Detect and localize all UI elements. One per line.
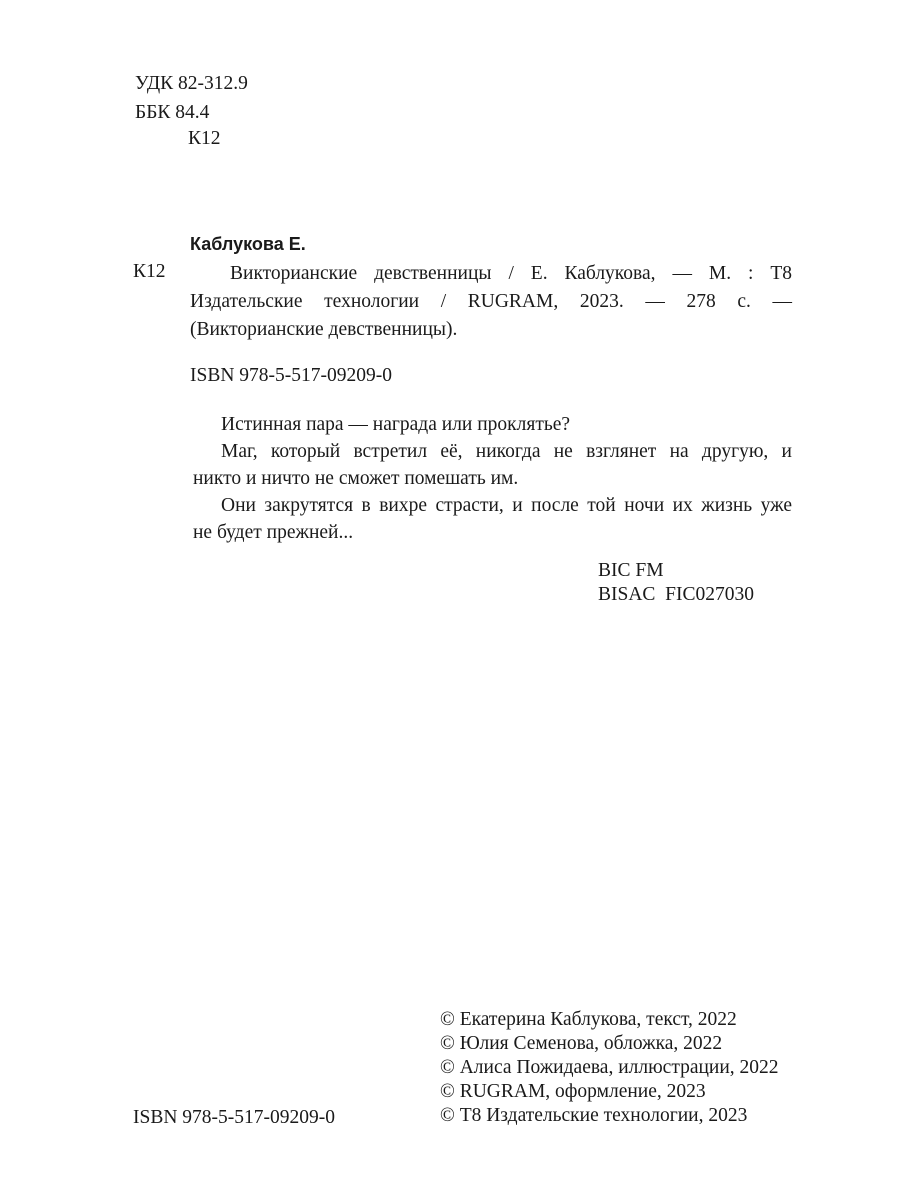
isbn-footer: ISBN 978-5-517-09209-0 [133,1107,336,1128]
bic-code: BIC FM [598,560,664,581]
biblio-line-3: (Викторианские девственницы). [190,319,458,340]
copyright-line: © Т8 Издательские технологии, 2023 [440,1105,748,1126]
side-author-mark: К12 [133,261,166,282]
bisac-code: BISAC FIC027030 [598,584,755,605]
copyright-block [440,1008,779,1128]
annotation-line-2: Маг, который встретил её, никогда не взглянет на другую, и [221,441,792,462]
author-mark-code: К12 [188,128,221,149]
biblio-line-1: Викторианские девственницы / Е. Каблукова, — М. : Т8 [230,263,792,284]
copyright-line: © Алиса Пожидаева, иллюстрации, 2022 [440,1057,779,1078]
copyright-line: © RUGRAM, оформление, 2023 [440,1081,706,1102]
udk-code: УДК 82-312.9 [135,73,248,94]
annotation-line-4: Они закрутятся в вихре страсти, и после той ночи их жизнь уже [221,495,792,516]
annotation-line-3: никто и ничто не сможет помешать им. [193,468,519,489]
bibliographic-description [190,260,792,344]
annotation-line-5: не будет прежней... [193,522,354,543]
copyright-line: © Екатерина Каблукова, текст, 2022 [440,1009,737,1030]
author-heading: Каблукова Е. [190,234,306,254]
bbk-code: ББК 84.4 [135,102,210,123]
isbn-main: ISBN 978-5-517-09209-0 [190,365,393,386]
annotation [193,411,792,546]
annotation-line-1: Истинная пара — награда или проклятье? [221,414,571,435]
copyright-line: © Юлия Семенова, обложка, 2022 [440,1033,723,1054]
biblio-line-2: Издательские технологии / RUGRAM, 2023. — 278 с. — [190,291,792,312]
